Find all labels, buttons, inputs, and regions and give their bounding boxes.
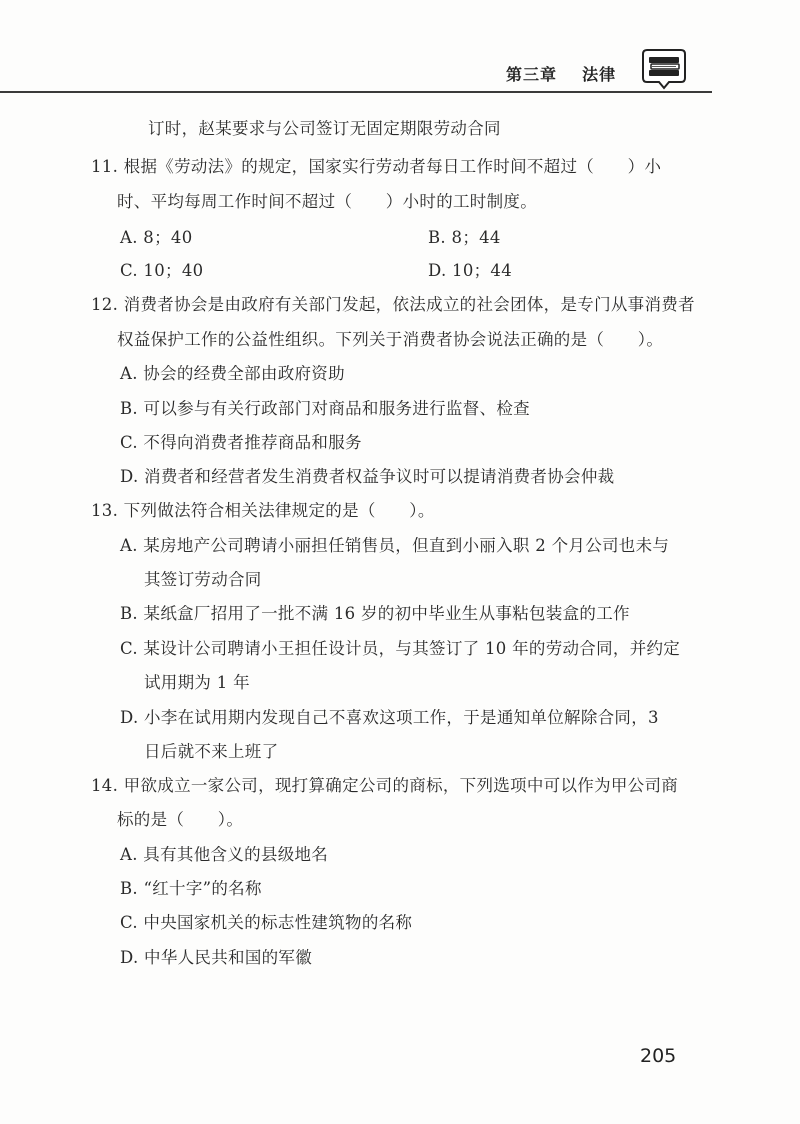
question-11-option-b: B. 8；44 [428, 228, 501, 247]
question-12-option-a: A. 协会的经费全部由政府资助 [120, 364, 345, 383]
question-13-option-c: C. 某设计公司聘请小王担任设计员，与其签订了 10 年的劳动合同，并约定 [120, 639, 681, 658]
question-12-option-b: B. 可以参与有关行政部门对商品和服务进行监督、检查 [120, 399, 530, 418]
question-13-option-a-cont: 其签订劳动合同 [144, 570, 262, 589]
question-11-option-c: C. 10；40 [120, 261, 204, 280]
question-12-option-d: D. 消费者和经营者发生消费者权益争议时可以提请消费者协会仲裁 [120, 467, 615, 486]
question-11-line1: 11. 根据《劳动法》的规定，国家实行劳动者每日工作时间不超过（ ）小 [91, 157, 662, 176]
page-number: 205 [640, 1045, 677, 1067]
books-icon [641, 48, 687, 92]
chapter-title [506, 62, 616, 85]
chapter-number: 第三章 [506, 65, 558, 84]
question-14-option-a: A. 具有其他含义的县级地名 [120, 845, 329, 864]
question-13-option-d: D. 小李在试用期内发现自己不喜欢这项工作，于是通知单位解除合同，3 [120, 708, 659, 727]
question-13-option-b: B. 某纸盒厂招用了一批不满 16 岁的初中毕业生从事粘包装盒的工作 [120, 604, 630, 623]
continuation-text: 订时，赵某要求与公司签订无固定期限劳动合同 [148, 119, 501, 138]
question-11-line2: 时、平均每周工作时间不超过（ ）小时的工时制度。 [117, 192, 537, 211]
question-12-line1: 12. 消费者协会是由政府有关部门发起，依法成立的社会团体，是专门从事消费者 [91, 295, 695, 314]
question-13-option-a: A. 某房地产公司聘请小丽担任销售员，但直到小丽入职 2 个月公司也未与 [120, 536, 670, 555]
question-14-line1: 14. 甲欲成立一家公司，现打算确定公司的商标，下列选项中可以作为甲公司商 [91, 776, 679, 795]
question-14-option-b: B. “红十字”的名称 [120, 879, 262, 898]
question-12-option-c: C. 不得向消费者推荐商品和服务 [120, 433, 362, 452]
question-14-option-d: D. 中华人民共和国的军徽 [120, 948, 313, 967]
question-14-line2: 标的是（ ）。 [117, 810, 244, 829]
question-13-option-d-cont: 日后就不来上班了 [144, 742, 279, 761]
header-rule [0, 91, 712, 93]
chapter-name: 法律 [582, 65, 617, 84]
question-13-option-c-cont: 试用期为 1 年 [144, 673, 250, 692]
question-11-option-a: A. 8；40 [120, 228, 193, 247]
question-13-line1: 13. 下列做法符合相关法律规定的是（ ）。 [91, 501, 435, 520]
question-14-option-c: C. 中央国家机关的标志性建筑物的名称 [120, 913, 413, 932]
question-11-option-d: D. 10；44 [428, 261, 513, 280]
question-12-line2: 权益保护工作的公益性组织。下列关于消费者协会说法正确的是（ ）。 [117, 330, 664, 349]
